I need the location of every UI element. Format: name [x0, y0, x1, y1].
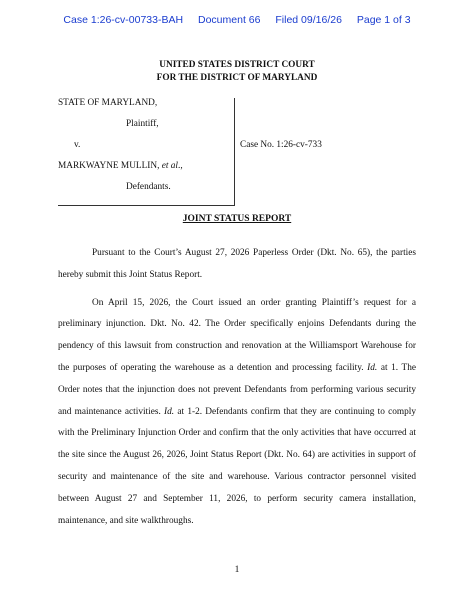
header-document-number: Document 66 — [198, 14, 261, 26]
paragraph-1: Pursuant to the Court’s August 27, 2026 Paperless Order (Dkt. No. 65), the parties hereby submit this Joint Status Report. — [58, 248, 416, 280]
court-heading-line2: FOR THE DISTRICT OF MARYLAND — [156, 72, 318, 83]
court-heading-line1: UNITED STATES DISTRICT COURT — [159, 60, 315, 70]
paragraph-2-part2: at 1. The Order notes that the injunction does not prevent Defendants from performing various security and maintenance activities. — [58, 362, 416, 417]
paragraph-2-part1: On April 15, 2026, the Court issued an order granting Plaintiff’s request for a preliminary injunction. Dkt. No. 42. The Order specifically enjoins Defendants during the pendency of this lawsuit from construction and renovation at the Williamsport Warehouse for the purposes of operating the warehouse as a detention and processing facility. — [58, 297, 416, 373]
defendant-role: Defendants. — [126, 182, 171, 192]
id-citation-1: Id. — [367, 362, 378, 373]
caption-vertical-rule — [234, 98, 235, 206]
case-number: Case No. 1:26-cv-733 — [240, 140, 322, 150]
header-page-count: Page 1 of 3 — [356, 14, 411, 26]
caption-horizontal-rule — [58, 205, 235, 206]
versus-label: v. — [74, 140, 81, 150]
defendant-name: MARKWAYNE MULLIN, — [58, 161, 160, 171]
document-title: JOINT STATUS REPORT — [182, 214, 292, 224]
ecf-header — [0, 14, 474, 26]
defendant-et-al: et al — [161, 161, 178, 171]
court-heading — [0, 59, 474, 84]
paragraph-2 — [58, 293, 416, 533]
case-caption — [58, 98, 234, 206]
page-number: 1 — [234, 565, 240, 575]
defendant-punct: ., — [178, 161, 183, 171]
document-body — [58, 243, 416, 538]
plaintiff-role: Plaintiff, — [126, 119, 159, 129]
header-filed-date: Filed 09/16/26 — [275, 14, 342, 26]
plaintiff-name: STATE OF MARYLAND, — [58, 98, 158, 108]
header-case-number: Case 1:26-cv-00733-BAH — [63, 14, 184, 26]
id-citation-2: Id. — [164, 406, 175, 417]
defendant-line — [58, 161, 183, 171]
paragraph-2-part3: at 1-2. Defendants confirm that they are continuing to comply with the Preliminary Injunction Order and confirm that the only activities that have occurred at the site since the August 26, 2026, Joint Status Report (Dkt. No. 64) are activities in support of security and maintenance of the site and warehouse. Various contractor personnel visited between August 27 and September 11, 2026, to perform security camera installation, maintenance, and site walkthroughs. — [58, 406, 416, 526]
